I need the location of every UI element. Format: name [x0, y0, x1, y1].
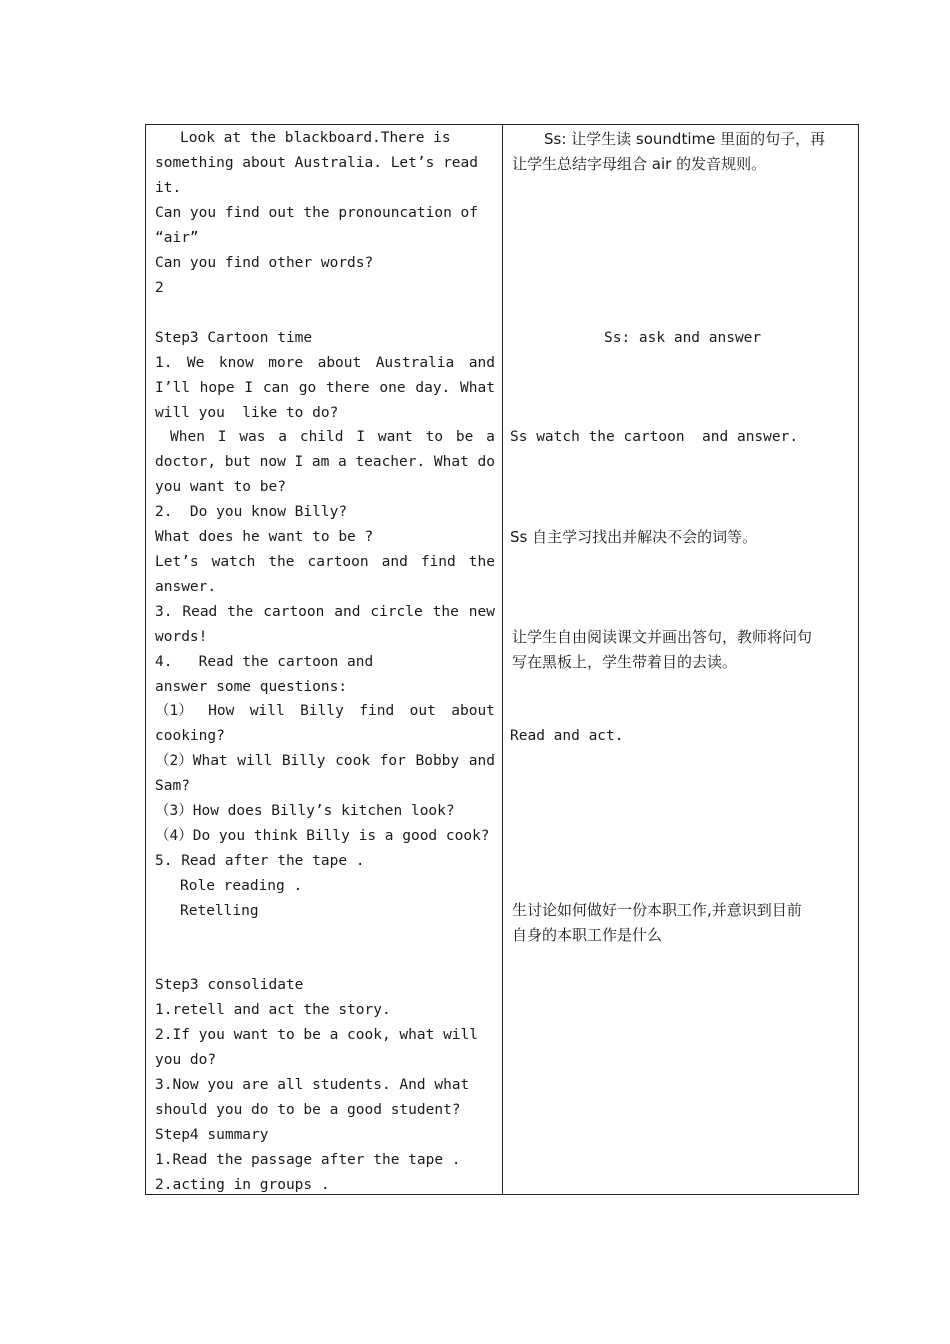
word: I	[294, 454, 304, 470]
justified-line	[170, 427, 495, 447]
word: circle	[370, 604, 423, 620]
word: be	[455, 429, 474, 445]
text-line: Look at the blackboard.There is	[180, 130, 451, 146]
text-line: cooking?	[155, 728, 225, 744]
text-line: 让学生自由阅读课文并画出答句，教师将问句	[512, 628, 813, 646]
word: I’ll	[155, 380, 190, 396]
justified-line	[155, 353, 495, 373]
text-line: 1.retell and act the story.	[155, 1002, 391, 1018]
text-line: 让学生总结字母组合 air 的发音规则。	[512, 155, 767, 173]
word: about	[317, 355, 362, 371]
word: I	[356, 429, 366, 445]
word: teacher.	[355, 454, 426, 470]
word: will	[249, 703, 285, 719]
word: want	[377, 429, 413, 445]
word: cook	[335, 753, 371, 769]
lesson-plan-table	[145, 124, 859, 1195]
word: to	[425, 429, 444, 445]
text-line: something about Australia. Let’s read	[155, 155, 479, 171]
justified-line	[155, 751, 495, 771]
word: I	[217, 429, 227, 445]
text-line: “air”	[155, 230, 199, 246]
word: When	[170, 429, 205, 445]
word: Billy	[281, 753, 326, 769]
text-line: Can you find other words?	[155, 255, 374, 271]
text-line: Retelling	[180, 903, 259, 919]
text-line: 3.Now you are all students. And what	[155, 1077, 470, 1093]
word: cartoon	[263, 604, 325, 620]
text-line: Ss watch the cartoon and answer.	[510, 429, 799, 445]
text-line: （3）How does Billy’s kitchen look?	[155, 803, 455, 819]
text-line: 5. Read after the tape .	[155, 853, 365, 869]
word: there	[326, 380, 370, 396]
word: am	[311, 454, 330, 470]
word: was	[239, 429, 266, 445]
justified-line	[155, 701, 495, 721]
word: Billy	[300, 703, 344, 719]
word: more	[268, 355, 304, 371]
justified-line	[155, 602, 495, 622]
word: （2）What	[155, 753, 228, 769]
text-line: answer some questions:	[155, 679, 348, 695]
word: Read	[182, 604, 218, 620]
word: How	[208, 703, 235, 719]
word: I	[244, 380, 254, 396]
column-divider	[502, 125, 503, 1194]
word: a	[278, 429, 288, 445]
text-line: Ss: ask and answer	[604, 330, 762, 346]
word: the	[468, 554, 495, 570]
text-line: should you do to be a good student?	[155, 1102, 461, 1118]
word: （1）	[155, 703, 193, 719]
word: now	[259, 454, 286, 470]
text-line: you do?	[155, 1052, 217, 1068]
word: child	[299, 429, 344, 445]
word: new	[468, 604, 495, 620]
word: and	[334, 604, 361, 620]
word: Australia	[375, 355, 455, 371]
word: and	[381, 554, 408, 570]
step-heading: Step3 consolidate	[155, 977, 304, 993]
word: the	[268, 554, 295, 570]
word: find	[420, 554, 456, 570]
word: hope	[199, 380, 235, 396]
text-line: will you like to do?	[155, 405, 339, 421]
word: day.	[415, 380, 451, 396]
word: but	[224, 454, 251, 470]
word: We	[186, 355, 205, 371]
word: will	[237, 753, 273, 769]
word: find	[359, 703, 395, 719]
word: do	[477, 454, 495, 470]
text-line: 写在黑板上，学生带着目的去读。	[512, 653, 738, 671]
justified-line	[155, 452, 495, 472]
word: and	[468, 355, 495, 371]
word: doctor,	[155, 454, 217, 470]
word: about	[451, 703, 495, 719]
word: watch	[211, 554, 256, 570]
word: for	[379, 753, 406, 769]
text-line: 2.acting in groups .	[155, 1177, 330, 1193]
text-line: Role reading .	[180, 878, 303, 894]
text-line: words!	[155, 629, 208, 645]
word: a	[338, 454, 347, 470]
text-line: Ss: 让学生读 soundtime 里面的句子，再	[544, 130, 826, 148]
text-line: 生讨论如何做好一份本职工作,并意识到目前	[512, 901, 802, 919]
word: and	[468, 753, 495, 769]
word: one	[379, 380, 406, 396]
word: the	[227, 604, 254, 620]
text-line: What does he want to be ?	[155, 529, 374, 545]
word: a	[486, 429, 495, 445]
word: Let’s	[155, 554, 199, 570]
step-heading: Step3 Cartoon time	[155, 330, 313, 346]
text-line: Can you find out the pronouncation of	[155, 205, 479, 221]
word: What	[433, 454, 469, 470]
text-line: Ss 自主学习找出并解决不会的词等。	[510, 528, 758, 546]
word: the	[432, 604, 459, 620]
word: out	[409, 703, 436, 719]
justified-line	[155, 378, 495, 398]
step-heading: Step4 summary	[155, 1127, 269, 1143]
text-line: you want to be?	[155, 479, 286, 495]
text-line: Sam?	[155, 778, 190, 794]
word: Bobby	[415, 753, 460, 769]
text-line: 1.Read the passage after the tape .	[155, 1152, 461, 1168]
text-line: it.	[155, 180, 182, 196]
word: know	[218, 355, 254, 371]
text-line: 2.If you want to be a cook, what will	[155, 1027, 479, 1043]
text-line: answer.	[155, 579, 217, 595]
word: 3.	[155, 604, 173, 620]
word: 1.	[155, 355, 173, 371]
word: cartoon	[307, 554, 369, 570]
word: go	[298, 380, 317, 396]
text-line: （4）Do you think Billy is a good cook?	[155, 828, 490, 844]
text-line: 4. Read the cartoon and	[155, 654, 374, 670]
text-line: 自身的本职工作是什么	[512, 926, 663, 944]
word: What	[460, 380, 495, 396]
text-line: 2. Do you know Billy?	[155, 504, 348, 520]
word: can	[262, 380, 290, 396]
justified-line	[155, 552, 495, 572]
text-line: Read and act.	[510, 728, 624, 744]
text-line: 2	[155, 280, 164, 296]
